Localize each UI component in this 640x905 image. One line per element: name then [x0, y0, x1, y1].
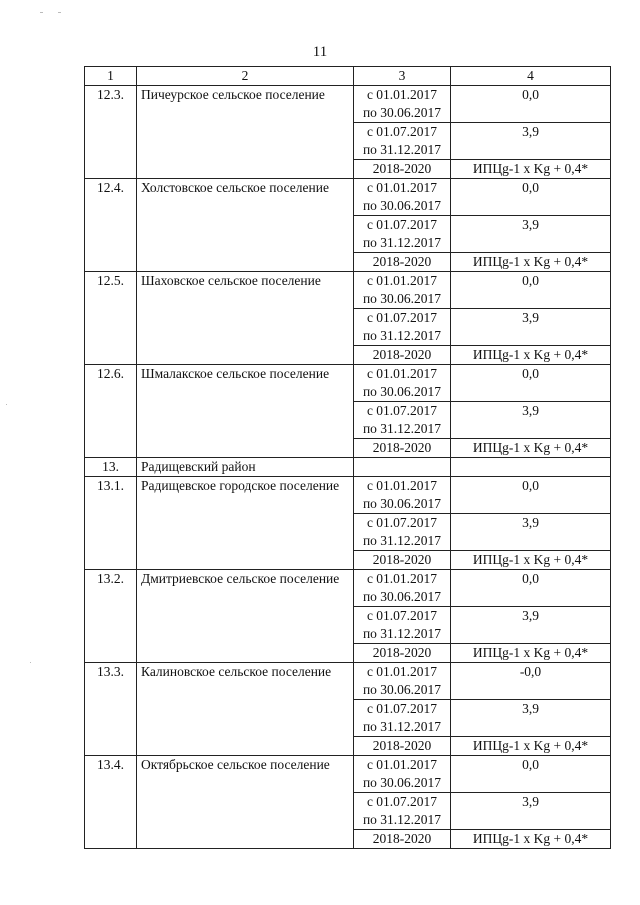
period-cell: [354, 160, 451, 179]
period-start: с 01.07.2017: [366, 403, 438, 418]
period-start: с 01.01.2017: [366, 757, 438, 772]
period-end: по 31.12.2017: [362, 235, 442, 250]
period-start: с 01.01.2017: [366, 87, 438, 102]
period-end: по 31.12.2017: [362, 533, 442, 548]
settlement-name: Холстовское сельское поселение: [137, 179, 354, 272]
period-start: 2018-2020: [372, 161, 432, 176]
period-cell: [354, 551, 451, 570]
period-start: 2018-2020: [372, 645, 432, 660]
period-cell: [354, 793, 451, 830]
period-start: с 01.07.2017: [366, 310, 438, 325]
value-cell: ИПЦg-1 x Kg + 0,4*: [451, 830, 611, 849]
period-cell: [354, 607, 451, 644]
period-end: по 31.12.2017: [362, 812, 442, 827]
row-number: 12.6.: [85, 365, 137, 458]
value-cell: 3,9: [451, 700, 611, 737]
period-end: по 31.12.2017: [362, 421, 442, 436]
period-start: 2018-2020: [372, 440, 432, 455]
period-start: с 01.01.2017: [366, 273, 438, 288]
settlement-name: Калиновское сельское поселение: [137, 663, 354, 756]
period-start: 2018-2020: [372, 831, 432, 846]
value-cell: 0,0: [451, 756, 611, 793]
period-cell: [354, 402, 451, 439]
value-cell: 3,9: [451, 514, 611, 551]
period-cell: [354, 439, 451, 458]
value-cell: ИПЦg-1 x Kg + 0,4*: [451, 346, 611, 365]
value-cell: ИПЦg-1 x Kg + 0,4*: [451, 551, 611, 570]
settlement-name: Октябрьское сельское поселение: [137, 756, 354, 849]
value-cell: 3,9: [451, 309, 611, 346]
period-end: по 30.06.2017: [362, 105, 442, 120]
period-cell: [354, 216, 451, 253]
settlement-name: Радищевское городское поселение: [137, 477, 354, 570]
period-start: с 01.07.2017: [366, 608, 438, 623]
table-row: [85, 570, 611, 607]
row-number: 13.: [85, 458, 137, 477]
value-cell: 0,0: [451, 272, 611, 309]
row-number: 12.4.: [85, 179, 137, 272]
scan-mark: [58, 12, 61, 13]
value-cell: ИПЦg-1 x Kg + 0,4*: [451, 737, 611, 756]
table-row: [85, 756, 611, 793]
value-cell: [451, 458, 611, 477]
period-end: по 30.06.2017: [362, 775, 442, 790]
page-number: 11: [312, 44, 328, 60]
table-row: [85, 86, 611, 123]
period-end: по 31.12.2017: [362, 719, 442, 734]
settlement-name: Шмалакское сельское поселение: [137, 365, 354, 458]
row-number: 13.2.: [85, 570, 137, 663]
period-start: с 01.07.2017: [366, 701, 438, 716]
period-start: с 01.01.2017: [366, 571, 438, 586]
value-cell: -0,0: [451, 663, 611, 700]
period-cell: [354, 514, 451, 551]
period-start: с 01.01.2017: [366, 180, 438, 195]
period-cell: [354, 365, 451, 402]
value-cell: 0,0: [451, 86, 611, 123]
period-end: по 31.12.2017: [362, 626, 442, 641]
period-start: 2018-2020: [372, 552, 432, 567]
period-cell: [354, 756, 451, 793]
row-number: 13.1.: [85, 477, 137, 570]
table-row: [85, 179, 611, 216]
period-cell: [354, 458, 451, 477]
table-row: [85, 663, 611, 700]
scan-mark: [30, 662, 31, 663]
period-cell: [354, 477, 451, 514]
period-cell: [354, 346, 451, 365]
period-end: по 30.06.2017: [362, 198, 442, 213]
settlement-name: Шаховское сельское поселение: [137, 272, 354, 365]
period-cell: [354, 86, 451, 123]
column-header: 2: [137, 67, 354, 86]
value-cell: 3,9: [451, 793, 611, 830]
scan-mark: [40, 12, 43, 13]
period-cell: [354, 309, 451, 346]
tariff-table: [84, 66, 611, 849]
value-cell: ИПЦg-1 x Kg + 0,4*: [451, 644, 611, 663]
period-cell: [354, 737, 451, 756]
period-start: с 01.01.2017: [366, 478, 438, 493]
row-number: 12.3.: [85, 86, 137, 179]
period-cell: [354, 253, 451, 272]
period-cell: [354, 644, 451, 663]
period-end: по 30.06.2017: [362, 682, 442, 697]
row-number: 12.5.: [85, 272, 137, 365]
row-number: 13.3.: [85, 663, 137, 756]
period-end: по 31.12.2017: [362, 328, 442, 343]
period-cell: [354, 570, 451, 607]
period-cell: [354, 663, 451, 700]
value-cell: 0,0: [451, 570, 611, 607]
period-end: по 30.06.2017: [362, 384, 442, 399]
period-cell: [354, 179, 451, 216]
value-cell: 3,9: [451, 216, 611, 253]
row-number: 13.4.: [85, 756, 137, 849]
period-start: 2018-2020: [372, 347, 432, 362]
value-cell: 3,9: [451, 402, 611, 439]
settlement-name: Дмитриевское сельское поселение: [137, 570, 354, 663]
column-header: 4: [451, 67, 611, 86]
value-cell: 3,9: [451, 123, 611, 160]
period-start: 2018-2020: [372, 738, 432, 753]
period-start: с 01.01.2017: [366, 366, 438, 381]
table-header-row: [85, 67, 611, 86]
period-end: по 30.06.2017: [362, 589, 442, 604]
value-cell: 3,9: [451, 607, 611, 644]
period-end: по 30.06.2017: [362, 496, 442, 511]
settlement-name: Пичеурское сельское поселение: [137, 86, 354, 179]
value-cell: 0,0: [451, 477, 611, 514]
value-cell: ИПЦg-1 x Kg + 0,4*: [451, 439, 611, 458]
period-start: с 01.07.2017: [366, 794, 438, 809]
period-end: по 30.06.2017: [362, 291, 442, 306]
table-row: [85, 477, 611, 514]
period-start: 2018-2020: [372, 254, 432, 269]
period-start: с 01.07.2017: [366, 515, 438, 530]
district-name: Радищевский район: [137, 458, 354, 477]
value-cell: 0,0: [451, 365, 611, 402]
period-start: с 01.01.2017: [366, 664, 438, 679]
column-header: 3: [354, 67, 451, 86]
table-row: [85, 272, 611, 309]
period-cell: [354, 272, 451, 309]
period-start: с 01.07.2017: [366, 217, 438, 232]
period-end: по 31.12.2017: [362, 142, 442, 157]
value-cell: 0,0: [451, 179, 611, 216]
scan-mark: [6, 404, 7, 405]
table-section-row: [85, 458, 611, 477]
period-cell: [354, 123, 451, 160]
period-cell: [354, 830, 451, 849]
value-cell: ИПЦg-1 x Kg + 0,4*: [451, 253, 611, 272]
value-cell: ИПЦg-1 x Kg + 0,4*: [451, 160, 611, 179]
column-header: 1: [85, 67, 137, 86]
period-start: с 01.07.2017: [366, 124, 438, 139]
table-row: [85, 365, 611, 402]
period-cell: [354, 700, 451, 737]
